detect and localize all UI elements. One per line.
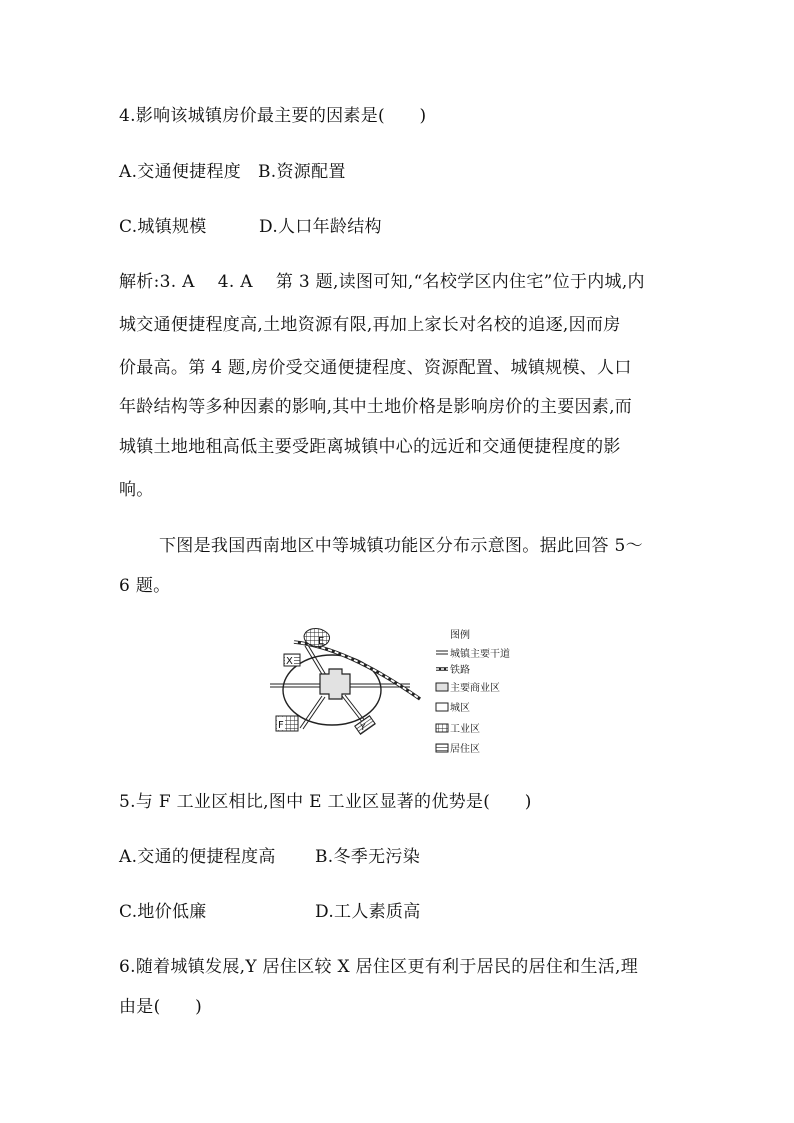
- intro-line-2: 6 题。: [119, 576, 171, 596]
- svg-text:城区: 城区: [450, 703, 470, 714]
- industrial-zone-e: [304, 629, 329, 647]
- q4-option-a: A.交通便捷程度: [119, 162, 242, 182]
- q5-option-c: C.地价低廉: [119, 902, 207, 922]
- city-function-zone-map: [270, 624, 530, 764]
- label-x: X: [286, 656, 293, 667]
- svg-text:铁路: 铁路: [450, 665, 470, 676]
- q4-option-b: B.资源配置: [258, 162, 346, 182]
- q4-stem: 4.影响该城镇房价最主要的因素是( ): [119, 106, 427, 126]
- railway: [294, 642, 420, 699]
- q6-stem-line-2: 由是( ): [119, 997, 203, 1017]
- legend: [436, 628, 510, 755]
- label-e: E: [318, 636, 325, 647]
- analysis-line-2: 城交通便捷程度高,土地资源有限,再加上家长对名校的追逐,因而房: [119, 315, 621, 335]
- q5-option-b: B.冬季无污染: [315, 847, 420, 867]
- analysis-line-4: 年龄结构等多种因素的影响,其中土地价格是影响房价的主要因素,而: [119, 397, 633, 417]
- analysis-line-3: 价最高。第 4 题,房价受交通便捷程度、资源配置、城镇规模、人口: [119, 358, 632, 378]
- analysis-line-1: 解析:3. A 4. A 第 3 题,读图可知,“名校学区内住宅”位于内城,内: [119, 272, 645, 292]
- svg-text:主要商业区: 主要商业区: [450, 683, 500, 694]
- label-f: F: [278, 720, 284, 731]
- legend-item-industrial: [436, 722, 480, 735]
- analysis-line-6: 响。: [119, 480, 154, 500]
- legend-item-residential: [436, 743, 480, 755]
- legend-title: 图例: [450, 630, 470, 641]
- q4-option-d: D.人口年龄结构: [259, 217, 382, 237]
- svg-text:居住区: 居住区: [450, 744, 480, 755]
- commercial-zone: [320, 669, 350, 699]
- label-y: Y: [360, 723, 366, 733]
- legend-item-commercial: [436, 681, 500, 694]
- legend-item-city: [436, 701, 470, 714]
- legend-item-road: [436, 647, 510, 660]
- svg-text:城镇主要干道: 城镇主要干道: [450, 649, 510, 660]
- q5-stem: 5.与 F 工业区相比,图中 E 工业区显著的优势是( ): [119, 792, 532, 812]
- svg-text:工业区: 工业区: [450, 724, 480, 735]
- q6-stem-line-1: 6.随着城镇发展,Y 居住区较 X 居住区更有利于居民的居住和生活,理: [119, 957, 639, 977]
- analysis-line-5: 城镇土地地租高低主要受距离城镇中心的远近和交通便捷程度的影: [119, 437, 621, 457]
- intro-line-1: 下图是我国西南地区中等城镇功能区分布示意图。据此回答 5～: [159, 536, 643, 556]
- q4-option-c: C.城镇规模: [119, 217, 207, 237]
- q5-option-d: D.工人素质高: [315, 902, 421, 922]
- q5-option-a: A.交通的便捷程度高: [119, 847, 276, 867]
- legend-item-railway: [436, 663, 470, 676]
